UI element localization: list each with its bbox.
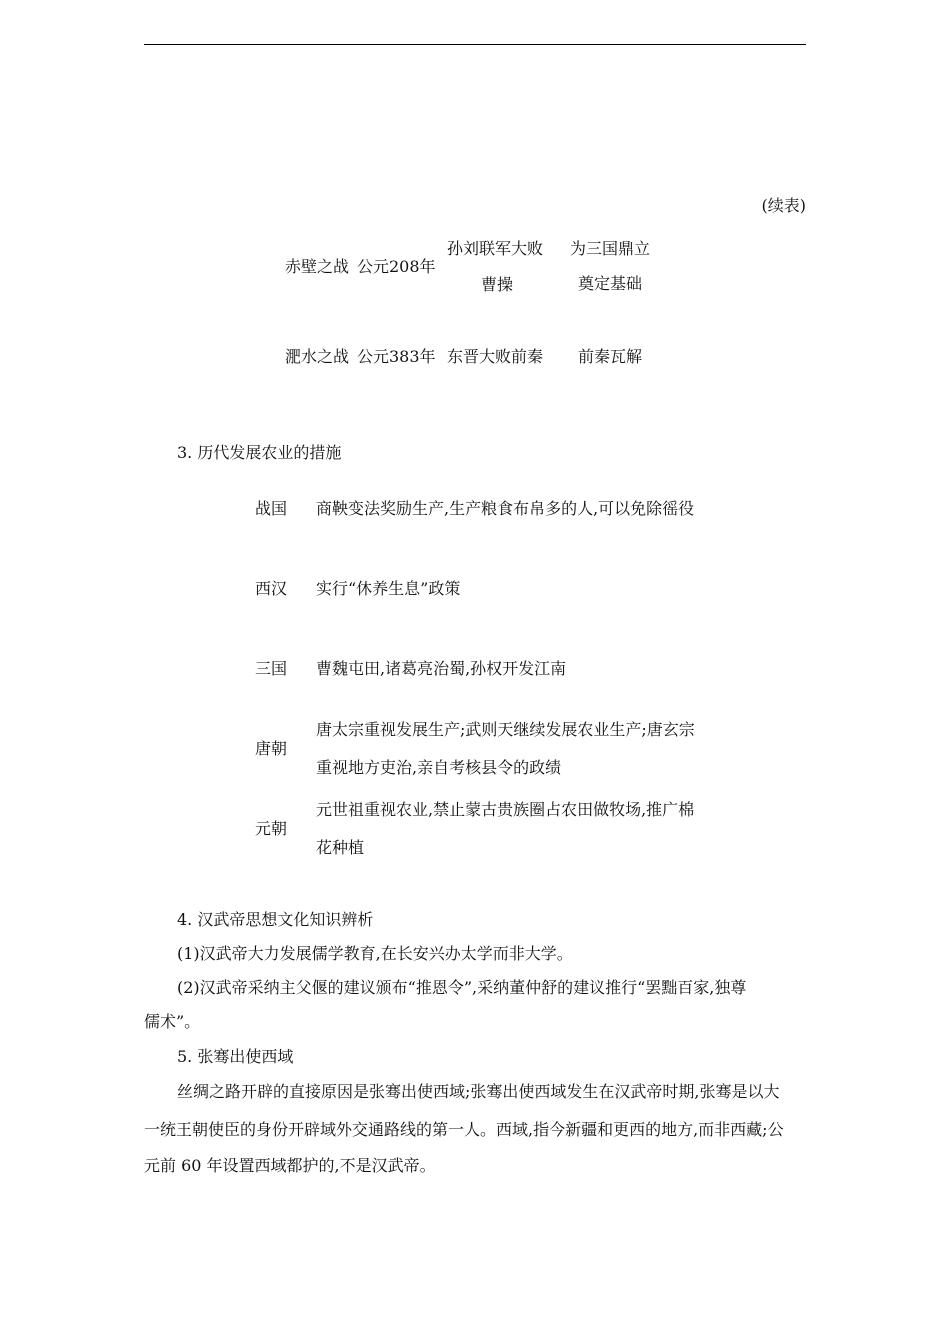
era-label: 西汉	[255, 579, 288, 598]
era-measure: 曹魏屯田,诸葛亮治蜀,孙权开发江南	[316, 659, 567, 678]
battle-result: 前秦瓦解	[578, 347, 643, 366]
header-rule	[144, 44, 806, 45]
era-measure: 商鞅变法奖励生产,生产粮食布帛多的人,可以免除徭役	[316, 499, 695, 518]
paragraph-line: (1)汉武帝大力发展儒学教育,在长安兴办太学而非大学。	[177, 944, 573, 963]
section-heading: 4. 汉武帝思想文化知识辨析	[177, 910, 374, 929]
era-label: 三国	[255, 659, 288, 678]
paragraph-line: 元前 60 年设置西域都护的,不是汉武帝。	[144, 1156, 436, 1175]
battle-result-cont: 奠定基础	[578, 274, 643, 293]
paragraph-line: 儒术”。	[144, 1012, 201, 1031]
era-measure: 实行“休养生息”政策	[316, 579, 461, 598]
battle-event: 东晋大败前秦	[447, 347, 544, 366]
paragraph-line: 丝绸之路开辟的直接原因是张骞出使西域;张骞出使西域发生在汉武帝时期,张骞是以大	[177, 1082, 780, 1101]
paragraph-line: (2)汉武帝采纳主父偃的建议颁布“推恩令”,采纳董仲舒的建议推行“罢黜百家,独尊	[177, 978, 747, 997]
battle-event: 孙刘联军大败	[447, 239, 544, 258]
battle-year: 公元208年	[357, 257, 436, 276]
era-measure-cont: 花种植	[316, 838, 365, 857]
battle-event-cont: 曹操	[481, 275, 514, 294]
continued-table-label: (续表)	[761, 196, 806, 215]
battle-name: 赤壁之战	[285, 257, 350, 276]
section-heading: 3. 历代发展农业的措施	[177, 443, 342, 462]
era-measure: 元世祖重视农业,禁止蒙古贵族圈占农田做牧场,推广棉	[316, 800, 695, 819]
section-heading: 5. 张骞出使西域	[177, 1047, 294, 1066]
battle-year: 公元383年	[357, 347, 436, 366]
era-measure: 唐太宗重视发展生产;武则天继续发展农业生产;唐玄宗	[316, 720, 695, 739]
era-label: 元朝	[255, 819, 288, 838]
era-label: 战国	[255, 499, 288, 518]
era-measure-cont: 重视地方吏治,亲自考核县令的政绩	[316, 758, 562, 777]
era-label: 唐朝	[255, 739, 288, 758]
battle-name: 淝水之战	[285, 347, 350, 366]
battle-result: 为三国鼎立	[570, 239, 651, 258]
paragraph-line: 一统王朝使臣的身份开辟域外交通路线的第一人。西域,指今新疆和更西的地方,而非西藏;公	[144, 1120, 784, 1139]
